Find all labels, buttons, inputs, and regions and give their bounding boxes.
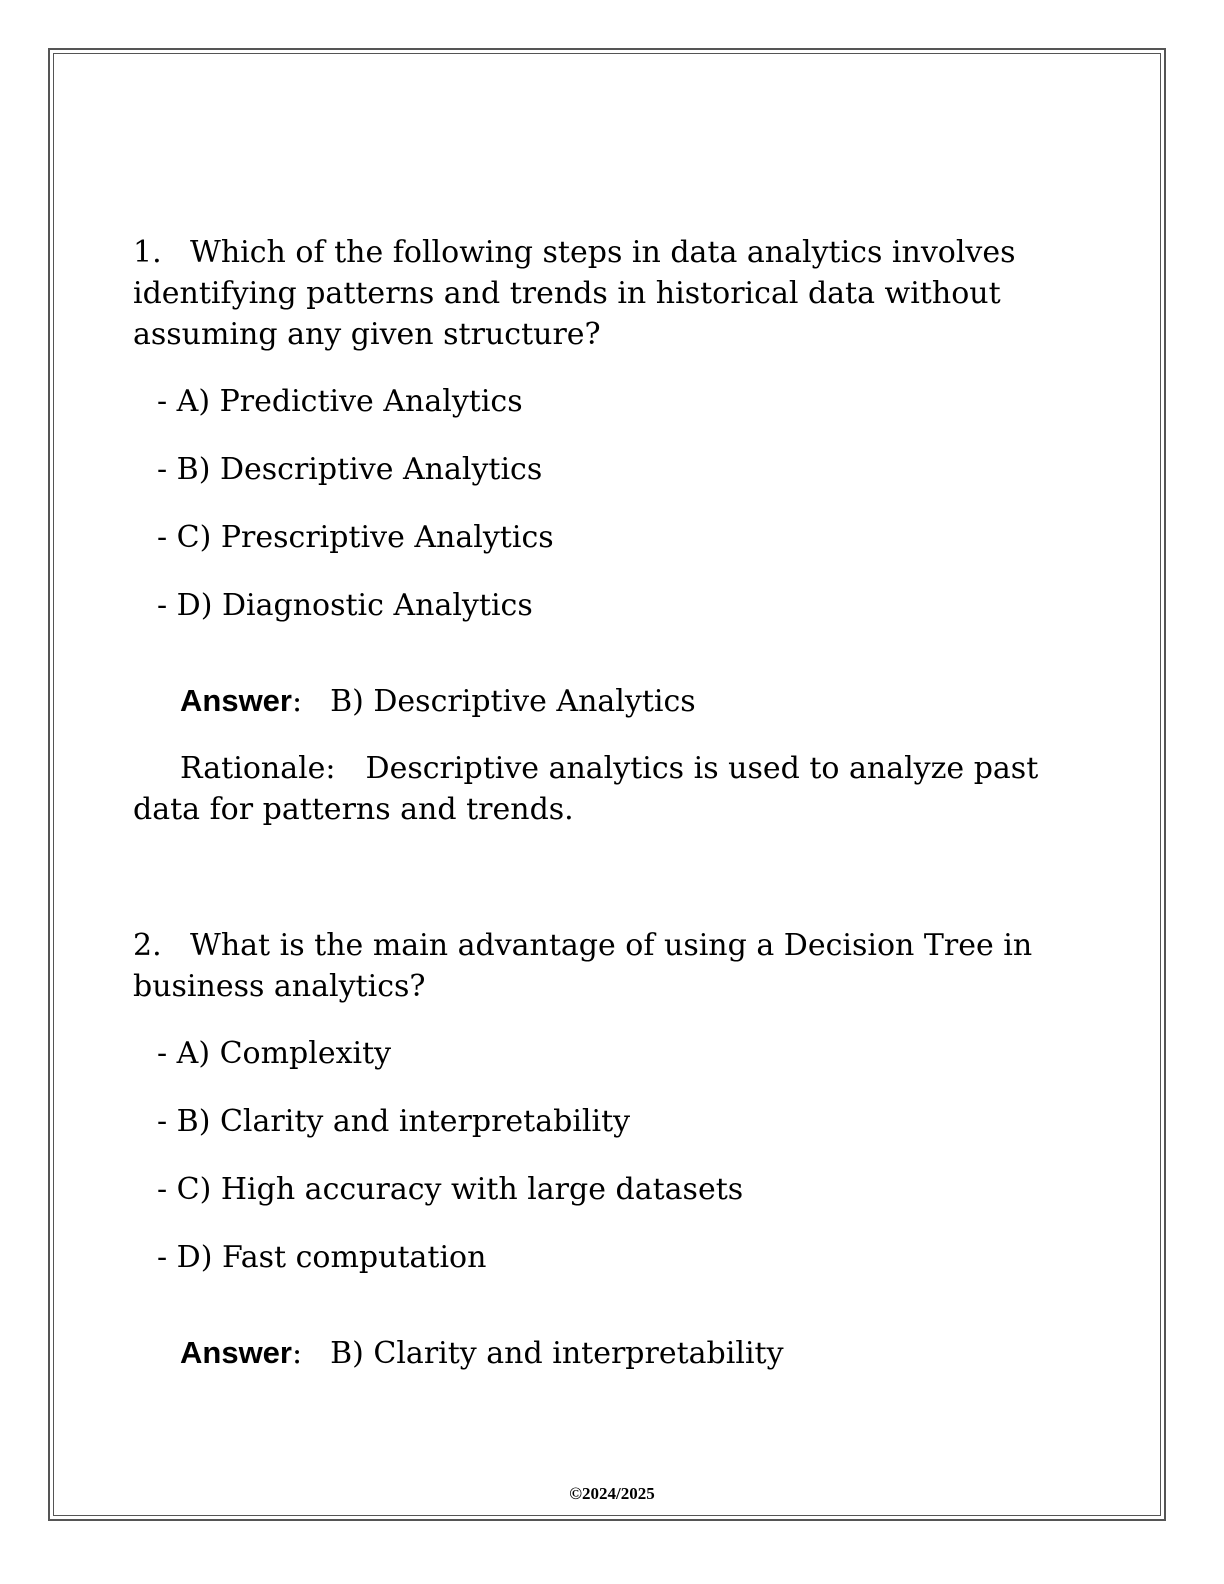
question-2-answer <box>180 1332 1093 1374</box>
question-2-option-b: - B) Clarity and interpretability <box>157 1104 631 1139</box>
question-2-text: What is the main advantage of using a Decision Tree in business analytics? <box>133 928 1033 1004</box>
question-block-2 <box>133 925 1093 1374</box>
question-2 <box>133 925 1093 1007</box>
question-2-number: 2. <box>133 928 162 963</box>
question-2-answer-colon: : <box>291 1336 303 1371</box>
question-1-answer-colon: : <box>291 684 303 719</box>
question-1 <box>133 232 1093 355</box>
question-1-answer-label: Answer <box>180 683 292 718</box>
document-content <box>133 232 1093 1374</box>
question-1-rationale-label: Rationale: <box>180 751 336 786</box>
question-1-number: 1. <box>133 235 162 270</box>
question-1-answer <box>180 680 1093 722</box>
question-1-rationale <box>133 748 1093 830</box>
question-1-option-d: - D) Diagnostic Analytics <box>157 588 533 623</box>
question-block-1 <box>133 232 1093 830</box>
question-1-option-a: - A) Predictive Analytics <box>157 384 523 419</box>
question-2-answer-text: B) Clarity and interpretability <box>330 1336 784 1371</box>
question-1-option-b: - B) Descriptive Analytics <box>157 452 543 487</box>
question-1-answer-text: B) Descriptive Analytics <box>330 684 696 719</box>
question-1-text: Which of the following steps in data analytics involves identifying patterns and trends in historical data without assuming any given structure? <box>133 235 1016 352</box>
copyright-footer: ©2024/2025 <box>569 1484 655 1503</box>
question-1-rationale-text: Descriptive analytics is used to analyze past data for patterns and trends. <box>133 751 1039 827</box>
question-2-option-c: - C) High accuracy with large datasets <box>157 1172 744 1207</box>
question-2-option-d: - D) Fast computation <box>157 1240 487 1275</box>
question-2-answer-label: Answer <box>180 1335 292 1370</box>
question-2-options <box>133 1033 1093 1278</box>
question-2-option-a: - A) Complexity <box>157 1036 392 1071</box>
question-1-option-c: - C) Prescriptive Analytics <box>157 520 554 555</box>
question-1-options <box>133 381 1093 626</box>
